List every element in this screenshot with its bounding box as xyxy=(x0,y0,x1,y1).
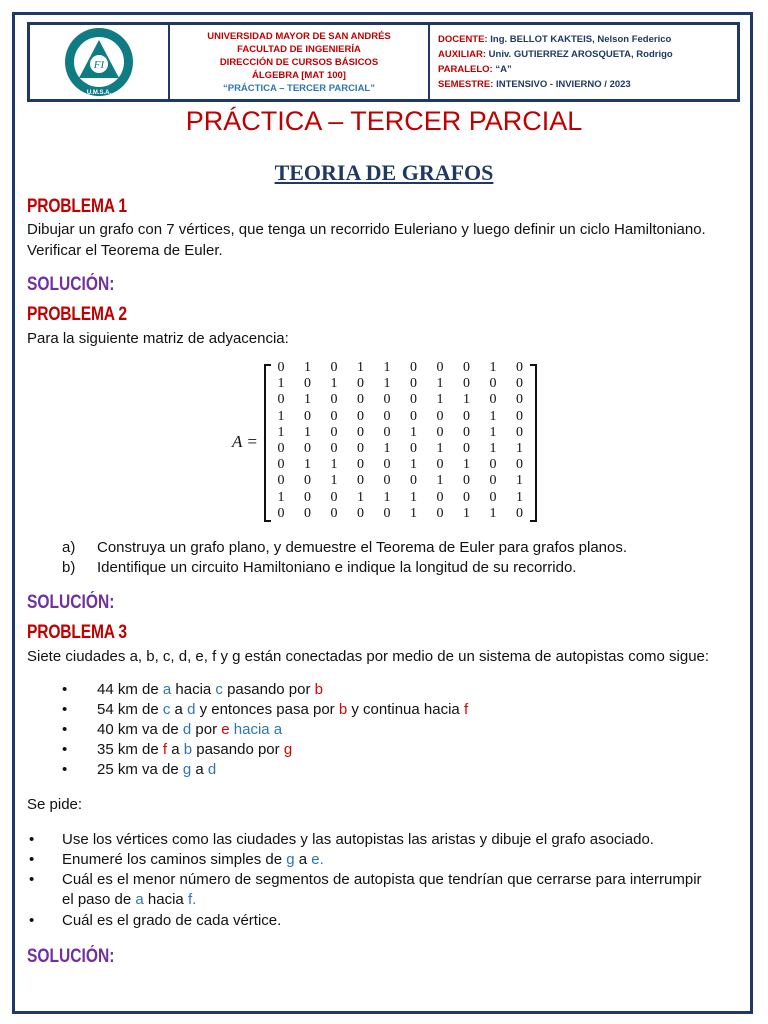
logo-cell xyxy=(30,25,170,99)
matrix-cell: 1 xyxy=(489,408,497,424)
matrix-cell: 1 xyxy=(383,376,391,392)
matrix-cell: 1 xyxy=(489,505,497,521)
university-name: UNIVERSIDAD MAYOR DE SAN ANDRÉS xyxy=(207,30,391,42)
problem-1-text: Dibujar un grafo con 7 vértices, que tenga un recorrido Euleriano y luego definir un ciclo Hamiltoniano. Verificar el Teorema de Euler. xyxy=(27,221,706,259)
adjacency-matrix xyxy=(232,360,542,530)
matrix-cell: 0 xyxy=(489,376,497,392)
matrix-cell: 0 xyxy=(436,505,444,521)
matrix-cell: 0 xyxy=(304,489,311,505)
matrix-cell: 0 xyxy=(410,376,417,392)
matrix-cell: 0 xyxy=(330,408,338,424)
question-item: • Cuál es el menor número de segmentos de autopista que tendrían que cerrarse para interrumpir xyxy=(29,871,702,888)
matrix-cell: 1 xyxy=(277,489,285,505)
route-item: • 35 km de f a b pasando por g xyxy=(62,741,293,758)
question-item: • Enumeré los caminos simples de g a e. xyxy=(29,851,324,868)
matrix-cell: 0 xyxy=(516,505,523,521)
matrix-cell: 0 xyxy=(489,457,497,473)
matrix-cell: 1 xyxy=(516,489,523,505)
matrix-cell: 0 xyxy=(330,392,338,408)
topic-heading: TEORIA DE GRAFOS xyxy=(274,160,494,185)
route-item: • 40 km va de d por e hacia a xyxy=(62,721,283,738)
matrix-cell: 0 xyxy=(383,392,391,408)
se-pide-label: Se pide: xyxy=(27,796,83,813)
header-table xyxy=(27,22,740,102)
matrix-cell: 0 xyxy=(436,408,444,424)
problem-3-title: PROBLEMA 3 xyxy=(27,622,127,643)
matrix-cell: 1 xyxy=(277,408,285,424)
faculty-logo xyxy=(39,26,159,98)
route-item: • 54 km de c a d y entonces pasa por b y continua hacia f xyxy=(62,701,469,718)
question-item: • Cuál es el grado de cada vértice. xyxy=(29,912,282,929)
matrix-cell: 0 xyxy=(304,441,311,456)
route-item: • 44 km de a hacia c pasando por b xyxy=(62,681,324,698)
docente-line: DOCENTE: Ing. BELLOT KAKTEIS, Nelson Federico xyxy=(438,34,672,45)
matrix-cell: 1 xyxy=(516,441,523,456)
matrix-cell: 0 xyxy=(463,489,470,505)
matrix-cell: 0 xyxy=(330,505,338,521)
matrix-cell: 1 xyxy=(410,457,417,473)
matrix-cell: 0 xyxy=(489,392,497,408)
matrix-cell: 1 xyxy=(357,489,364,505)
matrix-cell: 0 xyxy=(410,392,417,408)
matrix-cell: 0 xyxy=(304,408,311,424)
direction-name: DIRECCIÓN DE CURSOS BÁSICOS xyxy=(219,56,379,68)
matrix-cell: 0 xyxy=(277,392,285,408)
matrix-cell: 1 xyxy=(304,457,311,473)
questions-list xyxy=(27,829,742,930)
matrix-cell: 0 xyxy=(436,424,444,440)
matrix-cell: 0 xyxy=(357,376,364,392)
matrix-label: A = xyxy=(232,432,258,451)
matrix-grid xyxy=(274,360,534,526)
matrix-cell: 1 xyxy=(489,360,497,375)
matrix-cell: 0 xyxy=(383,457,391,473)
matrix-left-bracket xyxy=(264,364,271,522)
matrix-cell: 0 xyxy=(330,441,338,456)
matrix-cell: 1 xyxy=(436,473,444,489)
staff-block xyxy=(430,25,737,99)
matrix-cell: 0 xyxy=(410,441,417,456)
matrix-cell: 1 xyxy=(410,505,417,521)
course-name: ÁLGEBRA [MAT 100] xyxy=(252,69,346,81)
matrix-cell: 0 xyxy=(410,408,417,424)
matrix-cell: 0 xyxy=(436,489,444,505)
matrix-cell: 0 xyxy=(357,441,364,456)
problem-2-title: PROBLEMA 2 xyxy=(27,304,127,325)
matrix-cell: 0 xyxy=(516,392,523,408)
matrix-cell: 1 xyxy=(516,473,523,489)
svg-text:FI: FI xyxy=(93,59,105,71)
matrix-cell: 1 xyxy=(330,457,338,473)
matrix-cell: 0 xyxy=(489,489,497,505)
matrix-cell: 0 xyxy=(516,424,523,440)
matrix-cell: 0 xyxy=(463,473,470,489)
matrix-cell: 0 xyxy=(489,473,497,489)
problem-2-solution: SOLUCIÓN: xyxy=(27,592,115,613)
paralelo-line: PARALELO: “A” xyxy=(438,64,512,75)
matrix-cell: 1 xyxy=(330,473,338,489)
matrix-cell: 0 xyxy=(357,392,364,408)
matrix-cell: 0 xyxy=(383,473,391,489)
matrix-cell: 1 xyxy=(383,489,391,505)
matrix-cell: 0 xyxy=(516,408,523,424)
matrix-cell: 0 xyxy=(304,505,311,521)
matrix-cell: 0 xyxy=(304,473,311,489)
matrix-cell: 1 xyxy=(436,392,444,408)
faculty-name: FACULTAD DE INGENIERÍA xyxy=(237,43,361,55)
matrix-cell: 0 xyxy=(516,457,523,473)
matrix-cell: 0 xyxy=(410,360,417,375)
matrix-cell: 0 xyxy=(383,408,391,424)
svg-text:U.M.S.A.: U.M.S.A. xyxy=(86,90,112,96)
matrix-cell: 0 xyxy=(277,473,285,489)
problem-2-intro: Para la siguiente matriz de adyacencia: xyxy=(27,330,289,347)
matrix-cell: 1 xyxy=(410,424,417,440)
matrix-cell: 0 xyxy=(436,360,444,375)
matrix-cell: 1 xyxy=(304,360,311,375)
problem-1-title: PROBLEMA 1 xyxy=(27,196,127,217)
matrix-cell: 1 xyxy=(277,424,285,440)
matrix-cell: 0 xyxy=(410,473,417,489)
institution-block xyxy=(170,25,430,99)
matrix-cell: 0 xyxy=(463,360,470,375)
matrix-cell: 0 xyxy=(383,505,391,521)
matrix-cell: 1 xyxy=(463,457,470,473)
auxiliar-line: AUXILIAR: Univ. GUTIERREZ AROSQUETA, Rodrigo xyxy=(438,49,673,60)
matrix-cell: 0 xyxy=(357,424,364,440)
matrix-cell: 1 xyxy=(436,441,444,456)
matrix-cell: 0 xyxy=(516,376,523,392)
matrix-cell: 0 xyxy=(357,505,364,521)
matrix-cell: 1 xyxy=(357,360,364,375)
matrix-cell: 0 xyxy=(383,424,391,440)
matrix-cell: 0 xyxy=(330,424,338,440)
matrix-cell: 0 xyxy=(463,441,470,456)
matrix-cell: 0 xyxy=(330,489,338,505)
matrix-cell: 1 xyxy=(463,392,470,408)
matrix-cell: 0 xyxy=(516,360,523,375)
matrix-cell: 1 xyxy=(463,505,470,521)
page-title: PRÁCTICA – TERCER PARCIAL xyxy=(185,106,583,136)
problem-1-solution: SOLUCIÓN: xyxy=(27,274,115,295)
matrix-cell: 1 xyxy=(489,424,497,440)
matrix-cell: 1 xyxy=(383,441,391,456)
matrix-cell: 0 xyxy=(436,457,444,473)
matrix-cell: 0 xyxy=(463,424,470,440)
matrix-cell: 1 xyxy=(410,489,417,505)
matrix-cell: 0 xyxy=(463,376,470,392)
list-item-spacer xyxy=(27,537,31,558)
matrix-cell: 0 xyxy=(463,408,470,424)
matrix-cell: 1 xyxy=(436,376,444,392)
problem-3-intro: Siete ciudades a, b, c, d, e, f y g están conectadas por medio de un sistema de autopistas como sigue: xyxy=(27,648,710,665)
problem-2-items: a) Construya un grafo plano, y demuestre el Teorema de Euler para grafos planos. b) Identifique un circuito Hamiltoniano e indique la longitud de su recorrido. xyxy=(27,537,31,558)
question-continuation: el paso de a hacia f. xyxy=(62,891,197,908)
question-item: • Use los vértices como las ciudades y las autopistas las aristas y dibuje el grafo asociado. xyxy=(29,831,654,848)
matrix-cell: 1 xyxy=(383,360,391,375)
problem-3-solution: SOLUCIÓN: xyxy=(27,946,115,967)
matrix-cell: 1 xyxy=(304,424,311,440)
matrix-cell: 0 xyxy=(357,473,364,489)
matrix-cell: 0 xyxy=(277,441,285,456)
matrix-cell: 0 xyxy=(277,360,285,375)
semestre-line: SEMESTRE: INTENSIVO - INVIERNO / 2023 xyxy=(438,79,631,90)
matrix-cell: 1 xyxy=(304,392,311,408)
matrix-cell: 0 xyxy=(277,457,285,473)
matrix-cell: 0 xyxy=(304,376,311,392)
matrix-cell: 0 xyxy=(357,408,364,424)
matrix-cell: 1 xyxy=(489,441,497,456)
route-item: • 25 km va de g a d xyxy=(62,761,217,778)
practice-subtitle: “PRÁCTICA – TERCER PARCIAL” xyxy=(222,82,375,94)
routes-list xyxy=(27,679,727,779)
matrix-cell: 0 xyxy=(277,505,285,521)
matrix-cell: 0 xyxy=(330,360,338,375)
matrix-cell: 0 xyxy=(357,457,364,473)
matrix-cell: 1 xyxy=(330,376,338,392)
matrix-cell: 1 xyxy=(277,376,285,392)
